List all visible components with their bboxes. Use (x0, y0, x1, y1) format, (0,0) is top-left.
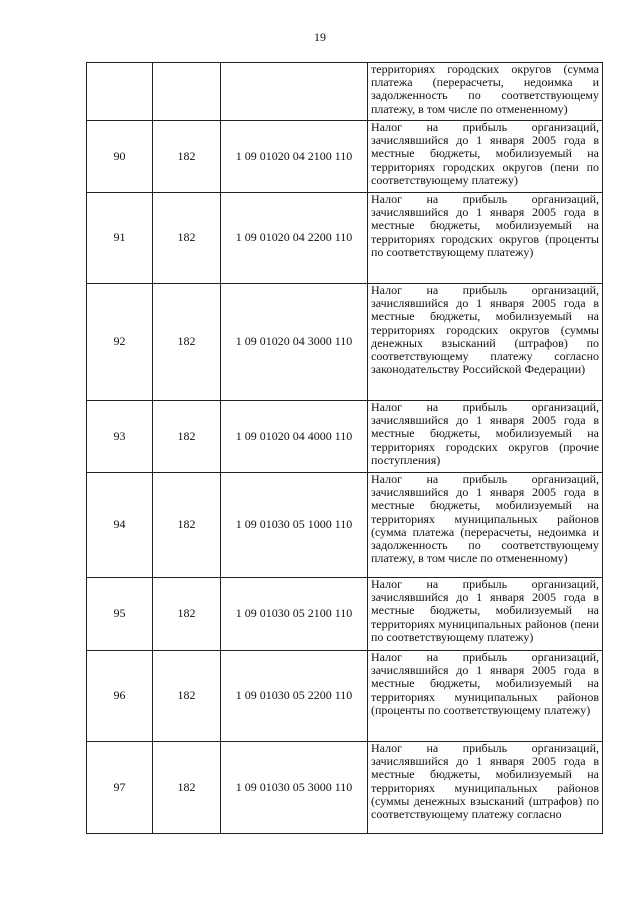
admin-code-cell: 182 (153, 473, 221, 578)
description-cell: Налог на прибыль организаций, зачислявшийся до 1 января 2005 года в местные бюджеты, мобилизуемый на территориях городских округов (проценты по соответствующему платежу) (368, 193, 603, 284)
description-cell: Налог на прибыль организаций, зачислявшийся до 1 января 2005 года в местные бюджеты, мобилизуемый на территориях муниципальных районов (суммы денежных взысканий (штрафов) по соответствующему платежу согласно (368, 742, 603, 834)
budget-code-cell: 1 09 01030 05 2100 110 (221, 578, 368, 651)
row-number-cell: 97 (87, 742, 153, 834)
budget-code-cell: 1 09 01020 04 4000 110 (221, 401, 368, 473)
description-cell: территориях городских округов (сумма платежа (перерасчеты, недоимка и задолженность по соответствующему платежу, в том числе по отмененному) (368, 63, 603, 121)
admin-code-cell: 182 (153, 578, 221, 651)
admin-code-cell: 182 (153, 651, 221, 742)
admin-code-cell: 182 (153, 742, 221, 834)
table-row (87, 63, 603, 121)
description-cell: Налог на прибыль организаций, зачислявшийся до 1 января 2005 года в местные бюджеты, мобилизуемый на территориях муниципальных районов (проценты по соответствующему платежу) (368, 651, 603, 742)
table-row (87, 401, 603, 473)
table-row (87, 578, 603, 651)
row-number-cell: 91 (87, 193, 153, 284)
table-row (87, 193, 603, 284)
row-number-cell: 90 (87, 121, 153, 193)
row-number-cell (87, 63, 153, 121)
row-number-cell: 93 (87, 401, 153, 473)
row-number-cell: 94 (87, 473, 153, 578)
table-row (87, 651, 603, 742)
description-cell: Налог на прибыль организаций, зачислявшийся до 1 января 2005 года в местные бюджеты, мобилизуемый на территориях городских округов (суммы денежных взысканий (штрафов) по соответствующему платежу согласно законодательству Российской Федерации) (368, 284, 603, 401)
table-row (87, 284, 603, 401)
table-row (87, 121, 603, 193)
table-row (87, 473, 603, 578)
admin-code-cell: 182 (153, 401, 221, 473)
budget-code-cell: 1 09 01020 04 2100 110 (221, 121, 368, 193)
description-cell: Налог на прибыль организаций, зачислявшийся до 1 января 2005 года в местные бюджеты, мобилизуемый на территориях муниципальных районов (сумма платежа (перерасчеты, недоимка и задолженность по соответствующему платежу, в том числе по отмененному) (368, 473, 603, 578)
admin-code-cell: 182 (153, 193, 221, 284)
description-cell: Налог на прибыль организаций, зачислявшийся до 1 января 2005 года в местные бюджеты, мобилизуемый на территориях городских округов (пени по соответствующему платежу) (368, 121, 603, 193)
table-row (87, 742, 603, 834)
budget-code-cell: 1 09 01020 04 3000 110 (221, 284, 368, 401)
budget-code-cell: 1 09 01020 04 2200 110 (221, 193, 368, 284)
description-cell: Налог на прибыль организаций, зачислявшийся до 1 января 2005 года в местные бюджеты, мобилизуемый на территориях муниципальных районов (пени по соответствующему платежу) (368, 578, 603, 651)
row-number-cell: 92 (87, 284, 153, 401)
budget-classification-table (86, 62, 603, 834)
row-number-cell: 96 (87, 651, 153, 742)
budget-code-cell: 1 09 01030 05 2200 110 (221, 651, 368, 742)
description-cell: Налог на прибыль организаций, зачислявшийся до 1 января 2005 года в местные бюджеты, мобилизуемый на территориях городских округов (прочие поступления) (368, 401, 603, 473)
budget-code-cell: 1 09 01030 05 3000 110 (221, 742, 368, 834)
budget-code-cell: 1 09 01030 05 1000 110 (221, 473, 368, 578)
page-number: 19 (314, 30, 326, 44)
admin-code-cell: 182 (153, 284, 221, 401)
row-number-cell: 95 (87, 578, 153, 651)
admin-code-cell (153, 63, 221, 121)
budget-code-cell (221, 63, 368, 121)
admin-code-cell: 182 (153, 121, 221, 193)
